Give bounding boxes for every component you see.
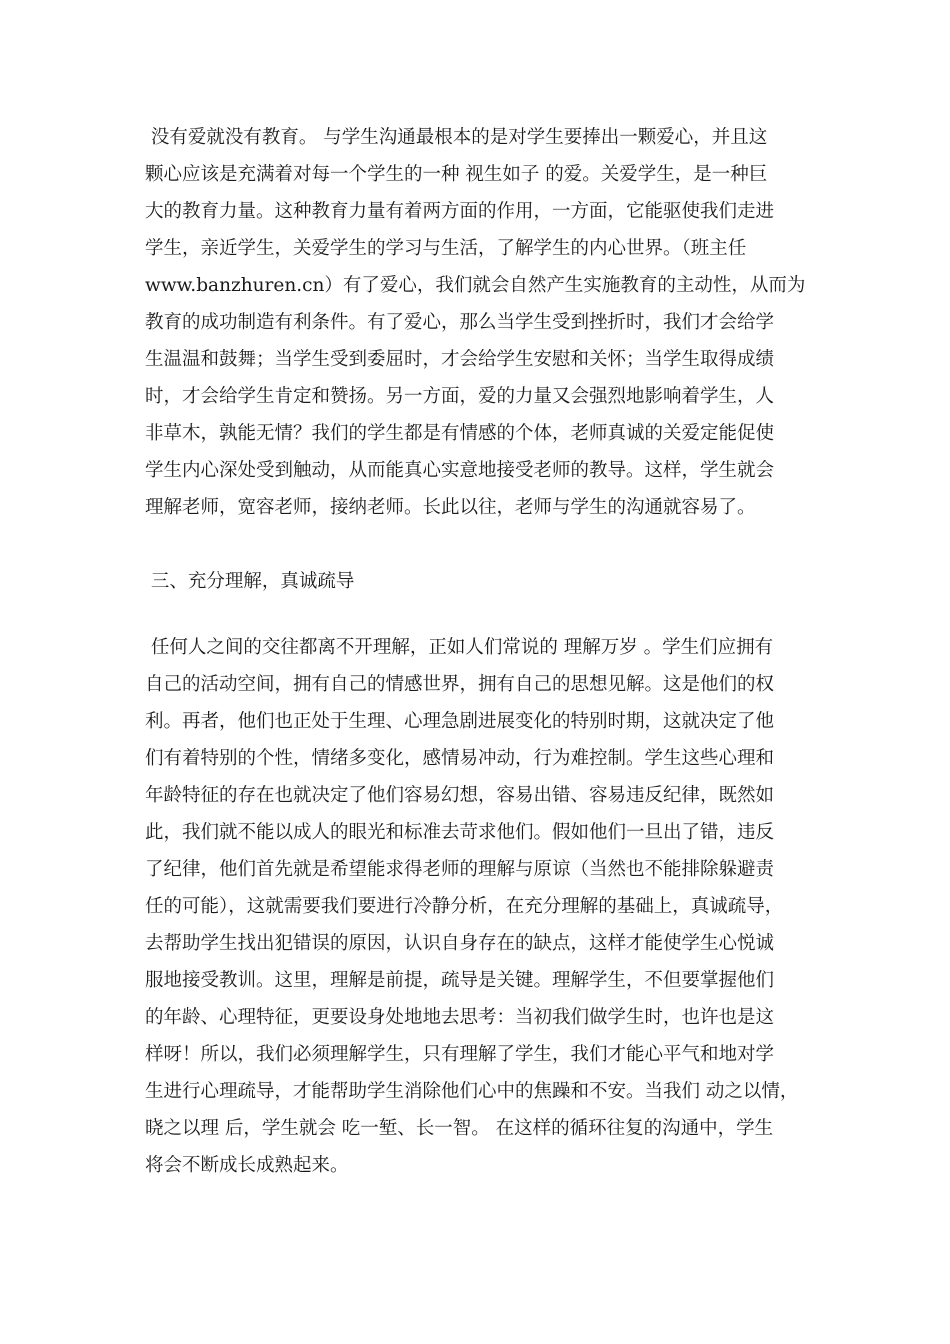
paragraph-2-line: 去帮助学生找出犯错误的原因，认识自身存在的缺点，这样才能使学生心悦诚	[145, 933, 775, 954]
paragraph-1-line: 生温温和鼓舞；当学生受到委屈时，才会给学生安慰和关怀；当学生取得成绩	[145, 349, 775, 370]
paragraph-2-line: 利。再者，他们也正处于生理、心理急剧进展变化的特别时期，这就决定了他	[145, 711, 775, 732]
paragraph-2-line: 年龄特征的存在也就决定了他们容易幻想，容易出错、容易违反纪律，既然如	[145, 785, 775, 806]
paragraph-1-line: 大的教育力量。这种教育力量有着两方面的作用，一方面，它能驱使我们走进	[145, 201, 775, 222]
paragraph-2-line: 生进行心理疏导，才能帮助学生消除他们心中的焦躁和不安。当我们 动之以情，	[145, 1081, 799, 1102]
paragraph-2-line: 的年龄、心理特征，更要设身处地地去思考：当初我们做学生时，也许也是这	[145, 1007, 775, 1028]
paragraph-1-line: 颗心应该是充满着对每一个学生的一种 视生如子 的爱。关爱学生，是一种巨	[145, 164, 768, 185]
paragraph-1-line: 学生，亲近学生，关爱学生的学习与生活，了解学生的内心世界。（班主任	[145, 238, 747, 259]
paragraph-1-line: 理解老师，宽容老师，接纳老师。长此以往，老师与学生的沟通就容易了。	[145, 497, 756, 518]
paragraph-1-line: 学生内心深处受到触动，从而能真心实意地接受老师的教导。这样，学生就会	[145, 460, 775, 481]
paragraph-1-line: 没有爱就没有教育。 与学生沟通最根本的是对学生要捧出一颗爱心，并且这	[145, 127, 768, 148]
paragraph-1-line: 非草木，孰能无情？我们的学生都是有情感的个体，老师真诚的关爱定能促使	[145, 423, 775, 444]
paragraph-2-line: 自己的活动空间，拥有自己的情感世界，拥有自己的思想见解。这是他们的权	[145, 674, 775, 695]
paragraph-2-line: 此，我们就不能以成人的眼光和标准去苛求他们。假如他们一旦出了错，违反	[145, 822, 775, 843]
paragraph-2-line: 了纪律，他们首先就是希望能求得老师的理解与原谅（当然也不能排除躲避责	[145, 859, 775, 880]
paragraph-2-line: 样呀！所以，我们必须理解学生，只有理解了学生，我们才能心平气和地对学	[145, 1044, 775, 1065]
paragraph-1-line: 时，才会给学生肯定和赞扬。另一方面，爱的力量又会强烈地影响着学生，人	[145, 386, 775, 407]
paragraph-2-line: 将会不断成长成熟起来。	[145, 1155, 349, 1176]
paragraph-2-line: 们有着特别的个性，情绪多变化，感情易冲动，行为难控制。学生这些心理和	[145, 748, 775, 769]
paragraph-2-line: 任的可能），这就需要我们要进行冷静分析，在充分理解的基础上，真诚疏导，	[145, 896, 784, 917]
paragraph-1-line: www.banzhuren.cn）有了爱心，我们就会自然产生实施教育的主动性，从而为	[145, 275, 806, 296]
paragraph-1-line: 教育的成功制造有利条件。有了爱心，那么当学生受到挫折时，我们才会给学	[145, 312, 775, 333]
section-heading: 三、充分理解，真诚疏导	[145, 571, 355, 592]
paragraph-2-line: 服地接受教训。这里，理解是前提，疏导是关键。理解学生，不但要掌握他们	[145, 970, 775, 991]
paragraph-2-line: 晓之以理 后，学生就会 吃一堑、长一智。 在这样的循环往复的沟通中，学生	[145, 1118, 774, 1139]
paragraph-2-line: 任何人之间的交往都离不开理解，正如人们常说的 理解万岁 。学生们应拥有	[145, 637, 774, 658]
